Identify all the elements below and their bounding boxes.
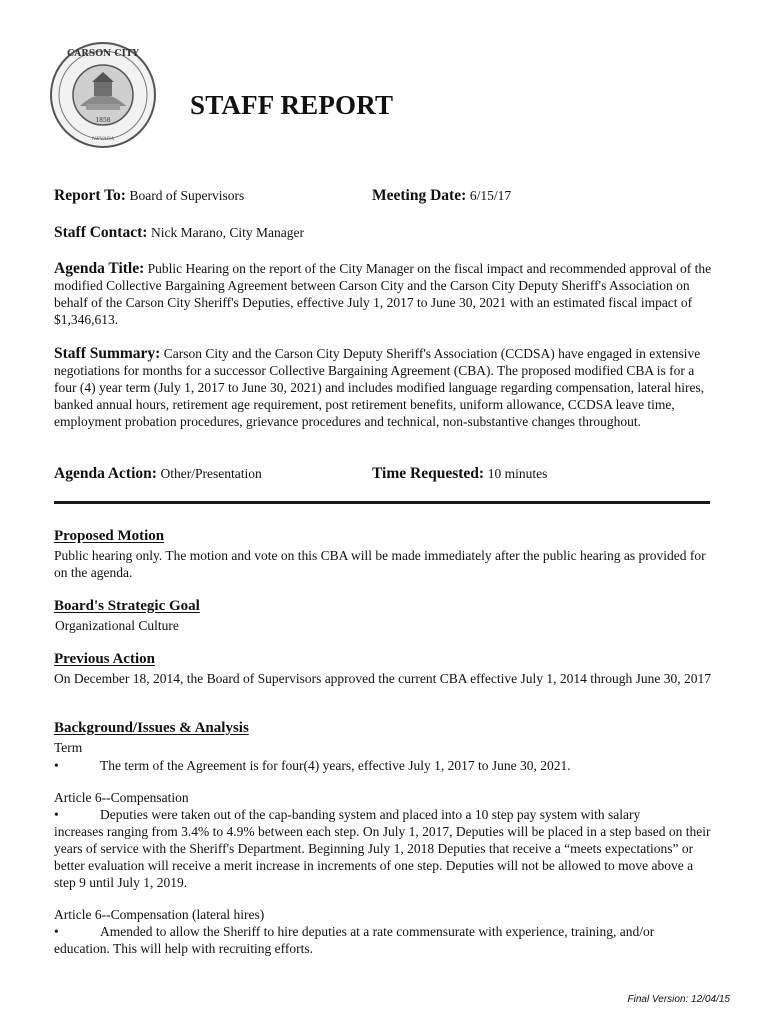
agenda-title-label: Agenda Title: bbox=[54, 260, 145, 277]
agenda-action-row bbox=[54, 465, 262, 483]
staff-summary-value: Carson City and the Carson City Deputy Sheriff's Association (CCDSA) have engaged in extensive negotiations for months for a successor Collective Bargaining Agreement (CBA). The proposed modified CBA is for a four (4) year term (July 1, 2017 to June 30, 2021) and includes modified language regarding compensation, lateral hires, banked annual hours, retirement age requirement, post retirement benefits, uniform allowance, CCDSA leave time, employment probation procedures, grievance procedures and technical, non-substantive changes throughout. bbox=[54, 346, 705, 429]
strategic-goal-text: Organizational Culture bbox=[55, 618, 179, 633]
bullet-icon: • bbox=[54, 758, 59, 773]
svg-text:1858: 1858 bbox=[95, 117, 111, 124]
staff-summary-block bbox=[54, 345, 716, 430]
article6-lateral-bullet-rest: education. This will help with recruiting efforts. bbox=[54, 941, 313, 956]
agenda-action-label: Agenda Action: bbox=[54, 465, 157, 482]
svg-text:CARSON CITY: CARSON CITY bbox=[67, 49, 139, 59]
background-heading: Background/Issues & Analysis bbox=[54, 720, 249, 736]
page-title: STAFF REPORT bbox=[190, 90, 394, 120]
term-bullet-item bbox=[54, 757, 716, 774]
article6-bullet-item bbox=[54, 806, 716, 891]
footer-version: Final Version: 12/04/15 bbox=[627, 994, 730, 1005]
article6-lateral-bullet-first: Amended to allow the Sheriff to hire deputies at a rate commensurate with experience, training, and/or bbox=[100, 924, 655, 939]
meeting-date-value: 6/15/17 bbox=[469, 188, 512, 203]
report-to-row bbox=[54, 187, 244, 205]
staff-summary-label: Staff Summary: bbox=[54, 345, 161, 362]
meeting-date-row bbox=[372, 187, 511, 205]
bullet-icon: • bbox=[54, 924, 59, 939]
article6-label: Article 6--Compensation bbox=[54, 790, 189, 805]
strategic-goal-heading: Board's Strategic Goal bbox=[54, 598, 200, 614]
previous-action-text: On December 18, 2014, the Board of Supervisors approved the current CBA effective July 1, 2014 through June 30, 2017 bbox=[54, 671, 711, 686]
agenda-action-value: Other/Presentation bbox=[160, 466, 262, 481]
meeting-date-label: Meeting Date: bbox=[372, 187, 467, 204]
article6-bullet-first: Deputies were taken out of the cap-banding system and placed into a 10 step pay system with salary bbox=[100, 807, 641, 822]
report-to-value: Board of Supervisors bbox=[129, 188, 245, 203]
section-divider bbox=[54, 501, 710, 504]
staff-contact-row bbox=[54, 224, 304, 242]
article6-bullet-rest: increases ranging from 3.4% to 4.9% between each step. On July 1, 2017, Deputies will be placed in a step based on their years of service with the Sheriff's Department. Beginning July 1, 2018 Deputies that receive a “meets expectations” or better evaluation will receive a merit increase in increments of one step. Deputies will not be allowed to move above a step 9 until July 1, 2019. bbox=[54, 824, 711, 890]
article6-lateral-label: Article 6--Compensation (lateral hires) bbox=[54, 907, 265, 922]
proposed-motion-text: Public hearing only. The motion and vote on this CBA will be made immediately after the public hearing as provided for on the agenda. bbox=[54, 548, 706, 580]
agenda-title-block bbox=[54, 260, 716, 328]
svg-text:NEVADA: NEVADA bbox=[91, 136, 115, 142]
city-seal-logo bbox=[48, 40, 158, 150]
article6-lateral-bullet-item bbox=[54, 923, 716, 957]
term-bullet-text: The term of the Agreement is for four(4) years, effective July 1, 2017 to June 30, 2021. bbox=[100, 758, 571, 773]
time-requested-value: 10 minutes bbox=[487, 466, 548, 481]
previous-action-heading: Previous Action bbox=[54, 651, 155, 667]
term-label: Term bbox=[54, 740, 83, 755]
bullet-icon: • bbox=[54, 807, 59, 822]
proposed-motion-heading: Proposed Motion bbox=[54, 528, 165, 544]
time-requested-label: Time Requested: bbox=[372, 465, 485, 482]
time-requested-row bbox=[372, 465, 547, 483]
agenda-title-value: Public Hearing on the report of the City Manager on the fiscal impact and recommended approval of the modified Collective Bargaining Agreement between Carson City and the Carson City Deputy Sheriff's Association on behalf of the Carson City Sheriff's Deputies, effective July 1, 2017 to June 30, 2021 with an estimated fiscal impact of $1,346,613. bbox=[54, 261, 712, 327]
staff-contact-value: Nick Marano, City Manager bbox=[151, 225, 305, 240]
staff-contact-label: Staff Contact: bbox=[54, 224, 148, 241]
report-to-label: Report To: bbox=[54, 187, 126, 204]
